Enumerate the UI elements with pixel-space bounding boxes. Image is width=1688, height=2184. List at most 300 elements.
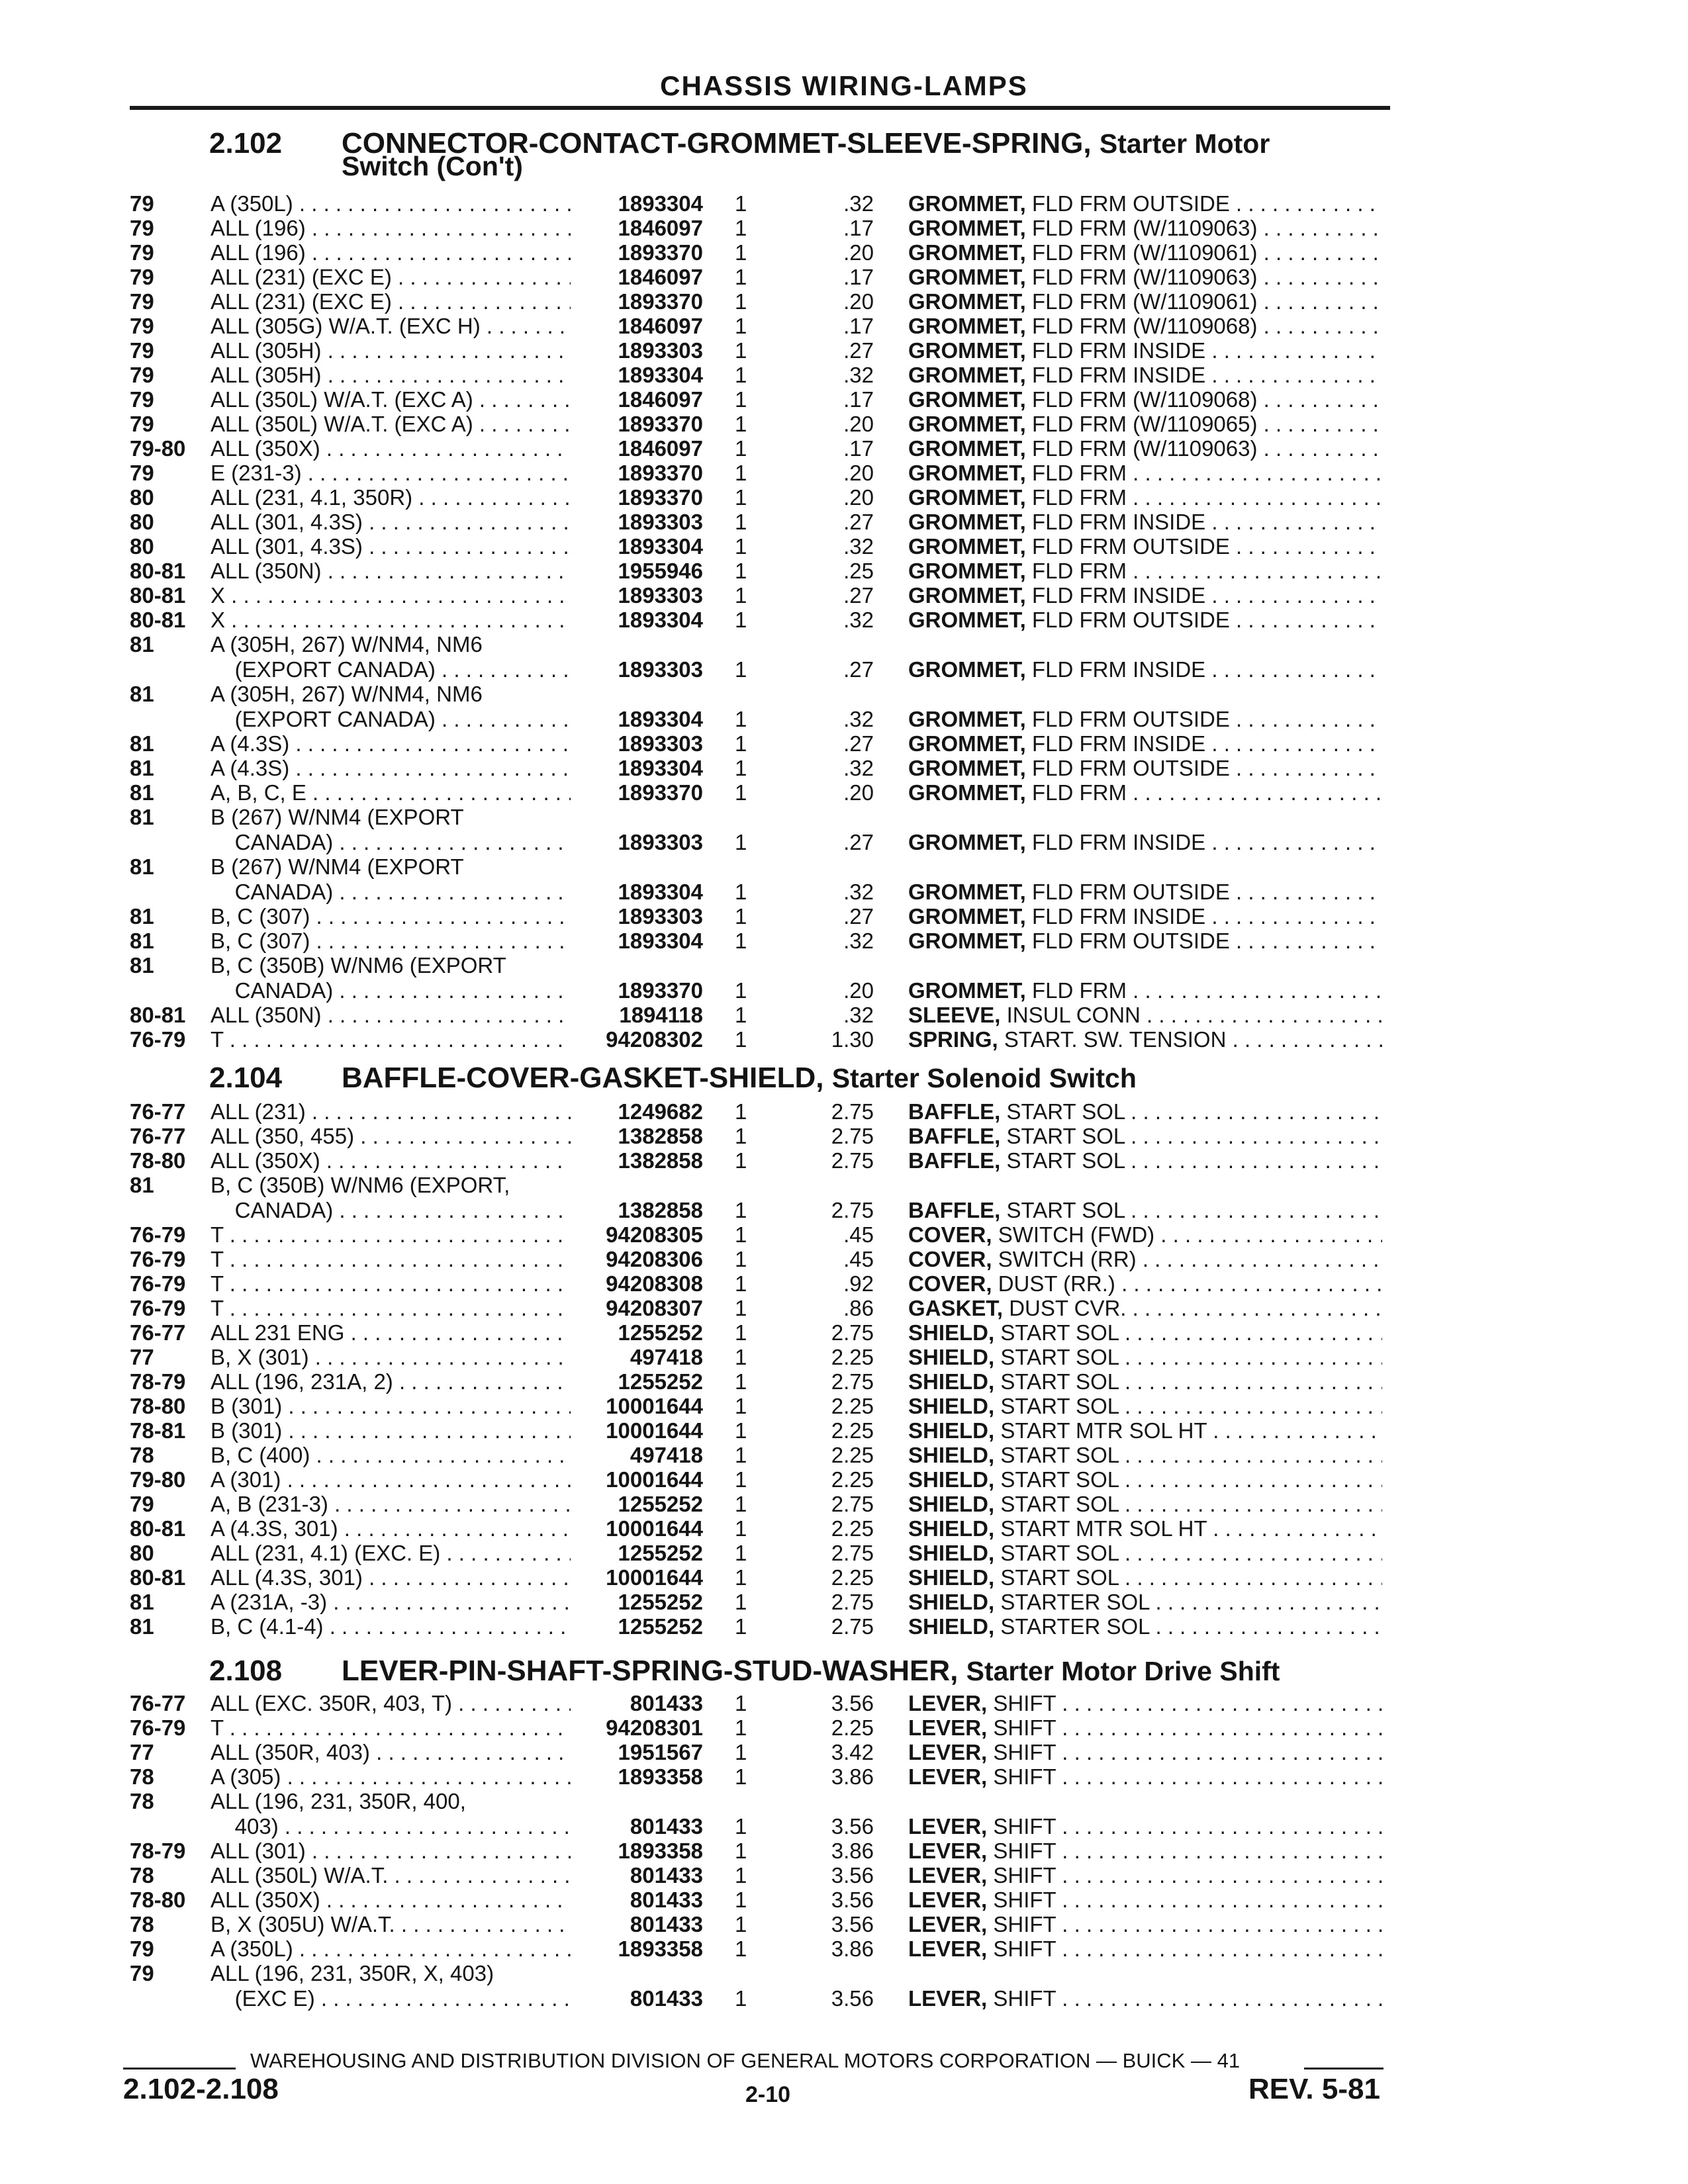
- description-cell: [908, 831, 1382, 854]
- year-cell: 78-80: [130, 1888, 186, 1912]
- year-cell: 78: [130, 1764, 154, 1789]
- part-number-cell: 1255252: [618, 1614, 703, 1639]
- description-cell: [908, 732, 1382, 756]
- description-cell: [908, 437, 1382, 461]
- description-cell: [908, 1199, 1382, 1222]
- description-cell: [908, 559, 1382, 583]
- description-cell: [908, 1937, 1382, 1961]
- description-cell: [908, 1590, 1382, 1614]
- application-cell: A (350L) . . .: [211, 192, 571, 216]
- year-cell: 76-79: [130, 1296, 186, 1320]
- description-cell: [908, 486, 1382, 510]
- quantity-cell: 1: [735, 608, 747, 632]
- part-type: SHIELD,: [908, 1541, 995, 1565]
- part-type: SPRING,: [908, 1028, 998, 1052]
- part-number-cell: 1846097: [618, 265, 703, 289]
- year-cell: 80-81: [130, 1565, 186, 1590]
- part-description: FLD FRM OUTSIDE: [1032, 535, 1230, 559]
- description-cell: [908, 979, 1382, 1003]
- description-cell: [908, 1370, 1382, 1394]
- year-cell: 79: [130, 191, 154, 216]
- part-type: SHIELD,: [908, 1517, 995, 1541]
- part-type: SHIELD,: [908, 1419, 995, 1443]
- part-type: GROMMET,: [908, 192, 1026, 216]
- part-description: DUST (RR.): [998, 1272, 1115, 1296]
- year-cell: 81: [130, 632, 154, 657]
- application-cell: (EXC E) . . .: [211, 1987, 571, 2011]
- part-type: GROMMET,: [908, 437, 1026, 461]
- section-title: LEVER-PIN-SHAFT-SPRING-STUD-WASHER,: [342, 1655, 959, 1687]
- application-cell: ALL (231, 4.1) (EXC. E) . . .: [211, 1541, 571, 1565]
- year-cell: 78: [130, 1443, 154, 1467]
- part-number-cell: 1893358: [618, 1839, 703, 1863]
- description-cell: [908, 339, 1382, 363]
- part-description: START. SW. TENSION: [1004, 1028, 1227, 1052]
- part-number-cell: 1893303: [618, 338, 703, 363]
- price-cell: 3.56: [831, 1863, 874, 1888]
- description-cell: [908, 535, 1382, 559]
- part-description: START SOL: [1000, 1321, 1119, 1345]
- year-cell: 81: [130, 731, 154, 756]
- part-type: LEVER,: [908, 1888, 988, 1912]
- description-cell: [908, 1345, 1382, 1369]
- quantity-cell: 1: [735, 1863, 747, 1888]
- application-cell: ALL (305H) . . .: [211, 363, 571, 387]
- quantity-cell: 1: [735, 436, 747, 461]
- application-cell: ALL (350L) W/A.T. . . .: [211, 1864, 571, 1888]
- part-number-cell: 1893303: [618, 830, 703, 854]
- description-cell: [908, 265, 1382, 289]
- part-type: GROMMET,: [908, 412, 1026, 436]
- year-cell: 79: [130, 387, 154, 412]
- part-description: SHIFT: [993, 1864, 1056, 1888]
- quantity-cell: 1: [735, 1222, 747, 1247]
- description-cell: [908, 1615, 1382, 1639]
- price-cell: .32: [843, 608, 874, 632]
- year-cell: 81: [130, 904, 154, 929]
- quantity-cell: 1: [735, 1271, 747, 1296]
- part-type: LEVER,: [908, 1937, 988, 1961]
- part-description: FLD FRM OUTSIDE: [1032, 608, 1230, 632]
- part-number-cell: 1255252: [618, 1369, 703, 1394]
- year-cell: 79-80: [130, 436, 186, 461]
- part-type: GROMMET,: [908, 781, 1026, 805]
- application-cell: 403) . . .: [211, 1815, 571, 1839]
- year-cell: 81: [130, 854, 154, 879]
- application-cell: A (4.3S) . . .: [211, 756, 571, 780]
- description-cell: [908, 880, 1382, 904]
- year-cell: 80-81: [130, 559, 186, 583]
- application-cell: CANADA) . . .: [211, 831, 571, 854]
- part-description: STARTER SOL: [1000, 1615, 1150, 1639]
- part-description: FLD FRM INSIDE: [1032, 363, 1206, 387]
- part-number-cell: 94208307: [606, 1296, 703, 1320]
- application-cell: B (267) W/NM4 (EXPORT: [211, 854, 464, 879]
- year-cell: 81: [130, 780, 154, 805]
- quantity-cell: 1: [735, 1814, 747, 1839]
- application-cell: X . . .: [211, 608, 571, 632]
- application-cell: A, B, C, E . . .: [211, 781, 571, 805]
- part-description: FLD FRM INSIDE: [1032, 339, 1206, 363]
- part-description: INSUL CONN: [1006, 1003, 1141, 1027]
- quantity-cell: 1: [735, 1443, 747, 1467]
- part-number-cell: 1955946: [618, 559, 703, 583]
- description-cell: [908, 1468, 1382, 1492]
- quantity-cell: 1: [735, 1614, 747, 1639]
- part-description: SWITCH (FWD): [998, 1223, 1155, 1247]
- quantity-cell: 1: [735, 412, 747, 436]
- part-description: FLD FRM OUTSIDE: [1032, 929, 1230, 953]
- description-cell: [908, 1566, 1382, 1590]
- year-cell: 78-80: [130, 1394, 186, 1418]
- section-title: BAFFLE-COVER-GASKET-SHIELD,: [342, 1062, 824, 1094]
- part-type: GROMMET,: [908, 732, 1026, 756]
- quantity-cell: 1: [735, 363, 747, 387]
- price-cell: .92: [843, 1271, 874, 1296]
- application-cell: ALL (196, 231, 350R, X, 403): [211, 1961, 494, 1985]
- quantity-cell: 1: [735, 657, 747, 682]
- price-cell: 2.75: [831, 1614, 874, 1639]
- quantity-cell: 1: [735, 1691, 747, 1715]
- part-number-cell: 94208301: [606, 1715, 703, 1740]
- price-cell: .17: [843, 216, 874, 240]
- description-cell: [908, 1443, 1382, 1467]
- price-cell: 3.56: [831, 1814, 874, 1839]
- year-cell: 79: [130, 363, 154, 387]
- part-type: GROMMET,: [908, 241, 1026, 265]
- application-cell: A (4.3S, 301) . . .: [211, 1517, 571, 1541]
- quantity-cell: 1: [735, 1148, 747, 1173]
- price-cell: .32: [843, 1003, 874, 1027]
- price-cell: .17: [843, 387, 874, 412]
- description-cell: [908, 1124, 1382, 1148]
- application-cell: A (301) . . .: [211, 1468, 571, 1492]
- quantity-cell: 1: [735, 1099, 747, 1124]
- quantity-cell: 1: [735, 1124, 747, 1148]
- part-description: START MTR SOL HT: [1000, 1517, 1207, 1541]
- quantity-cell: 1: [735, 1740, 747, 1764]
- part-description: FLD FRM (W/1109063): [1032, 437, 1258, 461]
- part-description: FLD FRM: [1032, 559, 1127, 583]
- section-2-104-heading: [209, 1062, 1137, 1095]
- application-cell: T . . .: [211, 1716, 571, 1740]
- description-cell: [908, 1149, 1382, 1173]
- part-description: SWITCH (RR): [998, 1248, 1137, 1271]
- year-cell: 79: [130, 412, 154, 436]
- year-cell: 77: [130, 1740, 154, 1764]
- year-cell: 76-79: [130, 1271, 186, 1296]
- description-cell: [908, 1394, 1382, 1418]
- price-cell: .20: [843, 412, 874, 436]
- price-cell: .17: [843, 436, 874, 461]
- part-type: GROMMET,: [908, 658, 1026, 682]
- price-cell: .86: [843, 1296, 874, 1320]
- description-cell: [908, 1839, 1382, 1863]
- quantity-cell: 1: [735, 1936, 747, 1961]
- footer-rule-right: [1304, 2068, 1383, 2070]
- description-cell: [908, 510, 1382, 534]
- part-number-cell: 1255252: [618, 1590, 703, 1614]
- quantity-cell: 1: [735, 1027, 747, 1052]
- price-cell: .27: [843, 657, 874, 682]
- application-cell: CANADA) . . .: [211, 979, 571, 1003]
- application-cell: T . . .: [211, 1028, 571, 1052]
- application-cell: B (301) . . .: [211, 1394, 571, 1418]
- description-cell: [908, 1321, 1382, 1345]
- part-description: FLD FRM OUTSIDE: [1032, 756, 1230, 780]
- footer-page-number: 2-10: [745, 2082, 791, 2107]
- part-type: BAFFLE,: [908, 1124, 1001, 1148]
- year-cell: 79: [130, 338, 154, 363]
- part-number-cell: 1893303: [618, 583, 703, 608]
- price-cell: 2.75: [831, 1369, 874, 1394]
- application-cell: ALL (350X) . . .: [211, 437, 571, 461]
- quantity-cell: 1: [735, 1247, 747, 1271]
- application-cell: ALL (350X) . . .: [211, 1149, 571, 1173]
- description-cell: [908, 1223, 1382, 1247]
- application-cell: X . . .: [211, 584, 571, 608]
- description-cell: [908, 1888, 1382, 1912]
- quantity-cell: 1: [735, 338, 747, 363]
- part-type: LEVER,: [908, 1765, 988, 1789]
- part-description: FLD FRM INSIDE: [1032, 510, 1206, 534]
- application-cell: B, X (301) . . .: [211, 1345, 571, 1369]
- price-cell: .20: [843, 461, 874, 485]
- application-cell: ALL (350L) W/A.T. (EXC A) . . .: [211, 412, 571, 436]
- price-cell: 2.25: [831, 1715, 874, 1740]
- year-cell: 81: [130, 756, 154, 780]
- part-number-cell: 801433: [630, 1912, 703, 1936]
- price-cell: .20: [843, 780, 874, 805]
- description-cell: [908, 929, 1382, 953]
- year-cell: 78-80: [130, 1148, 186, 1173]
- year-cell: 81: [130, 682, 154, 706]
- application-cell: ALL (301) . . .: [211, 1839, 571, 1863]
- part-type: GROMMET,: [908, 461, 1026, 485]
- price-cell: 3.56: [831, 1691, 874, 1715]
- year-cell: 78-79: [130, 1369, 186, 1394]
- year-cell: 79: [130, 1936, 154, 1961]
- year-cell: 78: [130, 1863, 154, 1888]
- price-cell: 3.86: [831, 1936, 874, 1961]
- year-cell: 78: [130, 1912, 154, 1936]
- part-description: START SOL: [1000, 1394, 1119, 1418]
- price-cell: 3.86: [831, 1764, 874, 1789]
- price-cell: .27: [843, 583, 874, 608]
- part-number-cell: 1893370: [618, 461, 703, 485]
- part-description: SHIFT: [993, 1741, 1056, 1764]
- part-type: GROMMET,: [908, 608, 1026, 632]
- price-cell: .20: [843, 240, 874, 265]
- description-cell: [908, 1541, 1382, 1565]
- application-cell: ALL (350N) . . .: [211, 1003, 571, 1027]
- part-number-cell: 94208302: [606, 1027, 703, 1052]
- part-type: GASKET,: [908, 1297, 1004, 1320]
- quantity-cell: 1: [735, 1839, 747, 1863]
- part-description: SHIFT: [993, 1987, 1056, 2011]
- year-cell: 77: [130, 1345, 154, 1369]
- price-cell: 2.75: [831, 1492, 874, 1516]
- quantity-cell: 1: [735, 1764, 747, 1789]
- year-cell: 79: [130, 1961, 154, 1985]
- year-cell: 79: [130, 240, 154, 265]
- application-cell: ALL (231) (EXC E) . . .: [211, 290, 571, 314]
- description-cell: [908, 1419, 1382, 1443]
- year-cell: 79: [130, 216, 154, 240]
- application-cell: CANADA) . . .: [211, 880, 571, 904]
- quantity-cell: 1: [735, 1345, 747, 1369]
- quantity-cell: 1: [735, 1986, 747, 2011]
- part-number-cell: 10001644: [606, 1418, 703, 1443]
- part-number-cell: 1255252: [618, 1320, 703, 1345]
- part-description: SHIFT: [993, 1692, 1056, 1715]
- quantity-cell: 1: [735, 880, 747, 904]
- application-cell: (EXPORT CANADA) . . .: [211, 658, 571, 682]
- footer-rule-left: [123, 2068, 236, 2070]
- year-cell: 76-77: [130, 1320, 186, 1345]
- part-description: DUST CVR.: [1009, 1297, 1127, 1320]
- part-type: SHIELD,: [908, 1443, 995, 1467]
- part-type: SHIELD,: [908, 1345, 995, 1369]
- part-number-cell: 94208308: [606, 1271, 703, 1296]
- quantity-cell: 1: [735, 534, 747, 559]
- description-cell: [908, 707, 1382, 731]
- part-number-cell: 497418: [630, 1345, 703, 1369]
- price-cell: 2.25: [831, 1565, 874, 1590]
- part-number-cell: 10001644: [606, 1394, 703, 1418]
- application-cell: B, C (307) . . .: [211, 905, 571, 929]
- year-cell: 79: [130, 289, 154, 314]
- price-cell: 2.75: [831, 1124, 874, 1148]
- year-cell: 76-77: [130, 1124, 186, 1148]
- application-cell: ALL (231) . . .: [211, 1100, 571, 1124]
- part-number-cell: 1382858: [618, 1148, 703, 1173]
- part-description: START SOL: [1006, 1199, 1125, 1222]
- part-type: GROMMET,: [908, 314, 1026, 338]
- application-cell: ALL (301, 4.3S) . . .: [211, 510, 571, 534]
- part-type: LEVER,: [908, 1987, 988, 2011]
- application-cell: CANADA) . . .: [211, 1199, 571, 1222]
- price-cell: .17: [843, 314, 874, 338]
- quantity-cell: 1: [735, 1394, 747, 1418]
- part-number-cell: 801433: [630, 1986, 703, 2011]
- description-cell: [908, 1248, 1382, 1271]
- quantity-cell: 1: [735, 1590, 747, 1614]
- application-cell: B (267) W/NM4 (EXPORT: [211, 805, 464, 829]
- part-type: COVER,: [908, 1223, 992, 1247]
- part-type: SHIELD,: [908, 1394, 995, 1418]
- description-cell: [908, 905, 1382, 929]
- part-description: FLD FRM OUTSIDE: [1032, 880, 1230, 904]
- part-description: FLD FRM (W/1109063): [1032, 265, 1258, 289]
- part-description: SHIFT: [993, 1815, 1056, 1839]
- part-type: GROMMET,: [908, 707, 1026, 731]
- year-cell: 81: [130, 1614, 154, 1639]
- part-number-cell: 801433: [630, 1814, 703, 1839]
- part-description: FLD FRM: [1032, 486, 1127, 510]
- part-type: GROMMET,: [908, 363, 1026, 387]
- description-cell: [908, 461, 1382, 485]
- description-cell: [908, 608, 1382, 632]
- price-cell: 2.25: [831, 1467, 874, 1492]
- price-cell: .32: [843, 756, 874, 780]
- quantity-cell: 1: [735, 191, 747, 216]
- application-cell: A (305H, 267) W/NM4, NM6: [211, 632, 483, 657]
- part-type: GROMMET,: [908, 979, 1026, 1003]
- part-type: LEVER,: [908, 1815, 988, 1839]
- section-2-108-heading: [209, 1655, 1280, 1688]
- application-cell: ALL (4.3S, 301) . . .: [211, 1566, 571, 1590]
- part-number-cell: 1893304: [618, 929, 703, 953]
- quantity-cell: 1: [735, 1418, 747, 1443]
- part-type: GROMMET,: [908, 756, 1026, 780]
- part-number-cell: 94208305: [606, 1222, 703, 1247]
- part-type: GROMMET,: [908, 831, 1026, 854]
- price-cell: 2.75: [831, 1590, 874, 1614]
- application-cell: B (301) . . .: [211, 1419, 571, 1443]
- application-cell: ALL 231 ENG . . .: [211, 1321, 571, 1345]
- part-type: LEVER,: [908, 1716, 988, 1740]
- price-cell: 2.75: [831, 1099, 874, 1124]
- part-number-cell: 1893370: [618, 240, 703, 265]
- part-type: GROMMET,: [908, 265, 1026, 289]
- application-cell: ALL (350L) W/A.T. (EXC A) . . .: [211, 388, 571, 412]
- application-cell: ALL (196, 231, 350R, 400,: [211, 1789, 466, 1813]
- quantity-cell: 1: [735, 1198, 747, 1222]
- part-number-cell: 1893304: [618, 534, 703, 559]
- part-description: START SOL: [1006, 1149, 1125, 1173]
- application-cell: ALL (196, 231A, 2) . . .: [211, 1370, 571, 1394]
- section-subtitle: Starter Solenoid Switch: [831, 1063, 1137, 1093]
- year-cell: 81: [130, 953, 154, 978]
- part-description: START SOL: [1000, 1370, 1119, 1394]
- part-number-cell: 497418: [630, 1443, 703, 1467]
- part-description: FLD FRM OUTSIDE: [1032, 707, 1230, 731]
- application-cell: ALL (196) . . .: [211, 216, 571, 240]
- application-cell: ALL (350X) . . .: [211, 1888, 571, 1912]
- application-cell: A (231A, -3) . . .: [211, 1590, 571, 1614]
- part-number-cell: 1846097: [618, 314, 703, 338]
- description-cell: [908, 1492, 1382, 1516]
- part-type: SHIELD,: [908, 1566, 995, 1590]
- part-type: GROMMET,: [908, 584, 1026, 608]
- quantity-cell: 1: [735, 1467, 747, 1492]
- section-number: 2.108: [209, 1655, 283, 1687]
- part-description: SHIFT: [993, 1937, 1056, 1961]
- quantity-cell: 1: [735, 216, 747, 240]
- part-description: FLD FRM INSIDE: [1032, 658, 1206, 682]
- quantity-cell: 1: [735, 314, 747, 338]
- year-cell: 76-79: [130, 1247, 186, 1271]
- part-description: START SOL: [1000, 1566, 1119, 1590]
- description-cell: [908, 1692, 1382, 1715]
- price-cell: 2.75: [831, 1320, 874, 1345]
- part-description: FLD FRM (W/1109063): [1032, 216, 1258, 240]
- description-cell: [908, 1815, 1382, 1839]
- part-description: START SOL: [1000, 1468, 1119, 1492]
- application-cell: A, B (231-3) . . .: [211, 1492, 571, 1516]
- part-description: START SOL: [1006, 1100, 1125, 1124]
- year-cell: 76-77: [130, 1099, 186, 1124]
- part-number-cell: 1893370: [618, 485, 703, 510]
- year-cell: 76-77: [130, 1691, 186, 1715]
- section-subtitle: Starter Motor Drive Shift: [966, 1656, 1280, 1686]
- price-cell: .20: [843, 289, 874, 314]
- year-cell: 76-79: [130, 1715, 186, 1740]
- part-type: LEVER,: [908, 1864, 988, 1888]
- part-number-cell: 1893303: [618, 657, 703, 682]
- footer-revision: REV. 5-81: [1248, 2073, 1380, 2105]
